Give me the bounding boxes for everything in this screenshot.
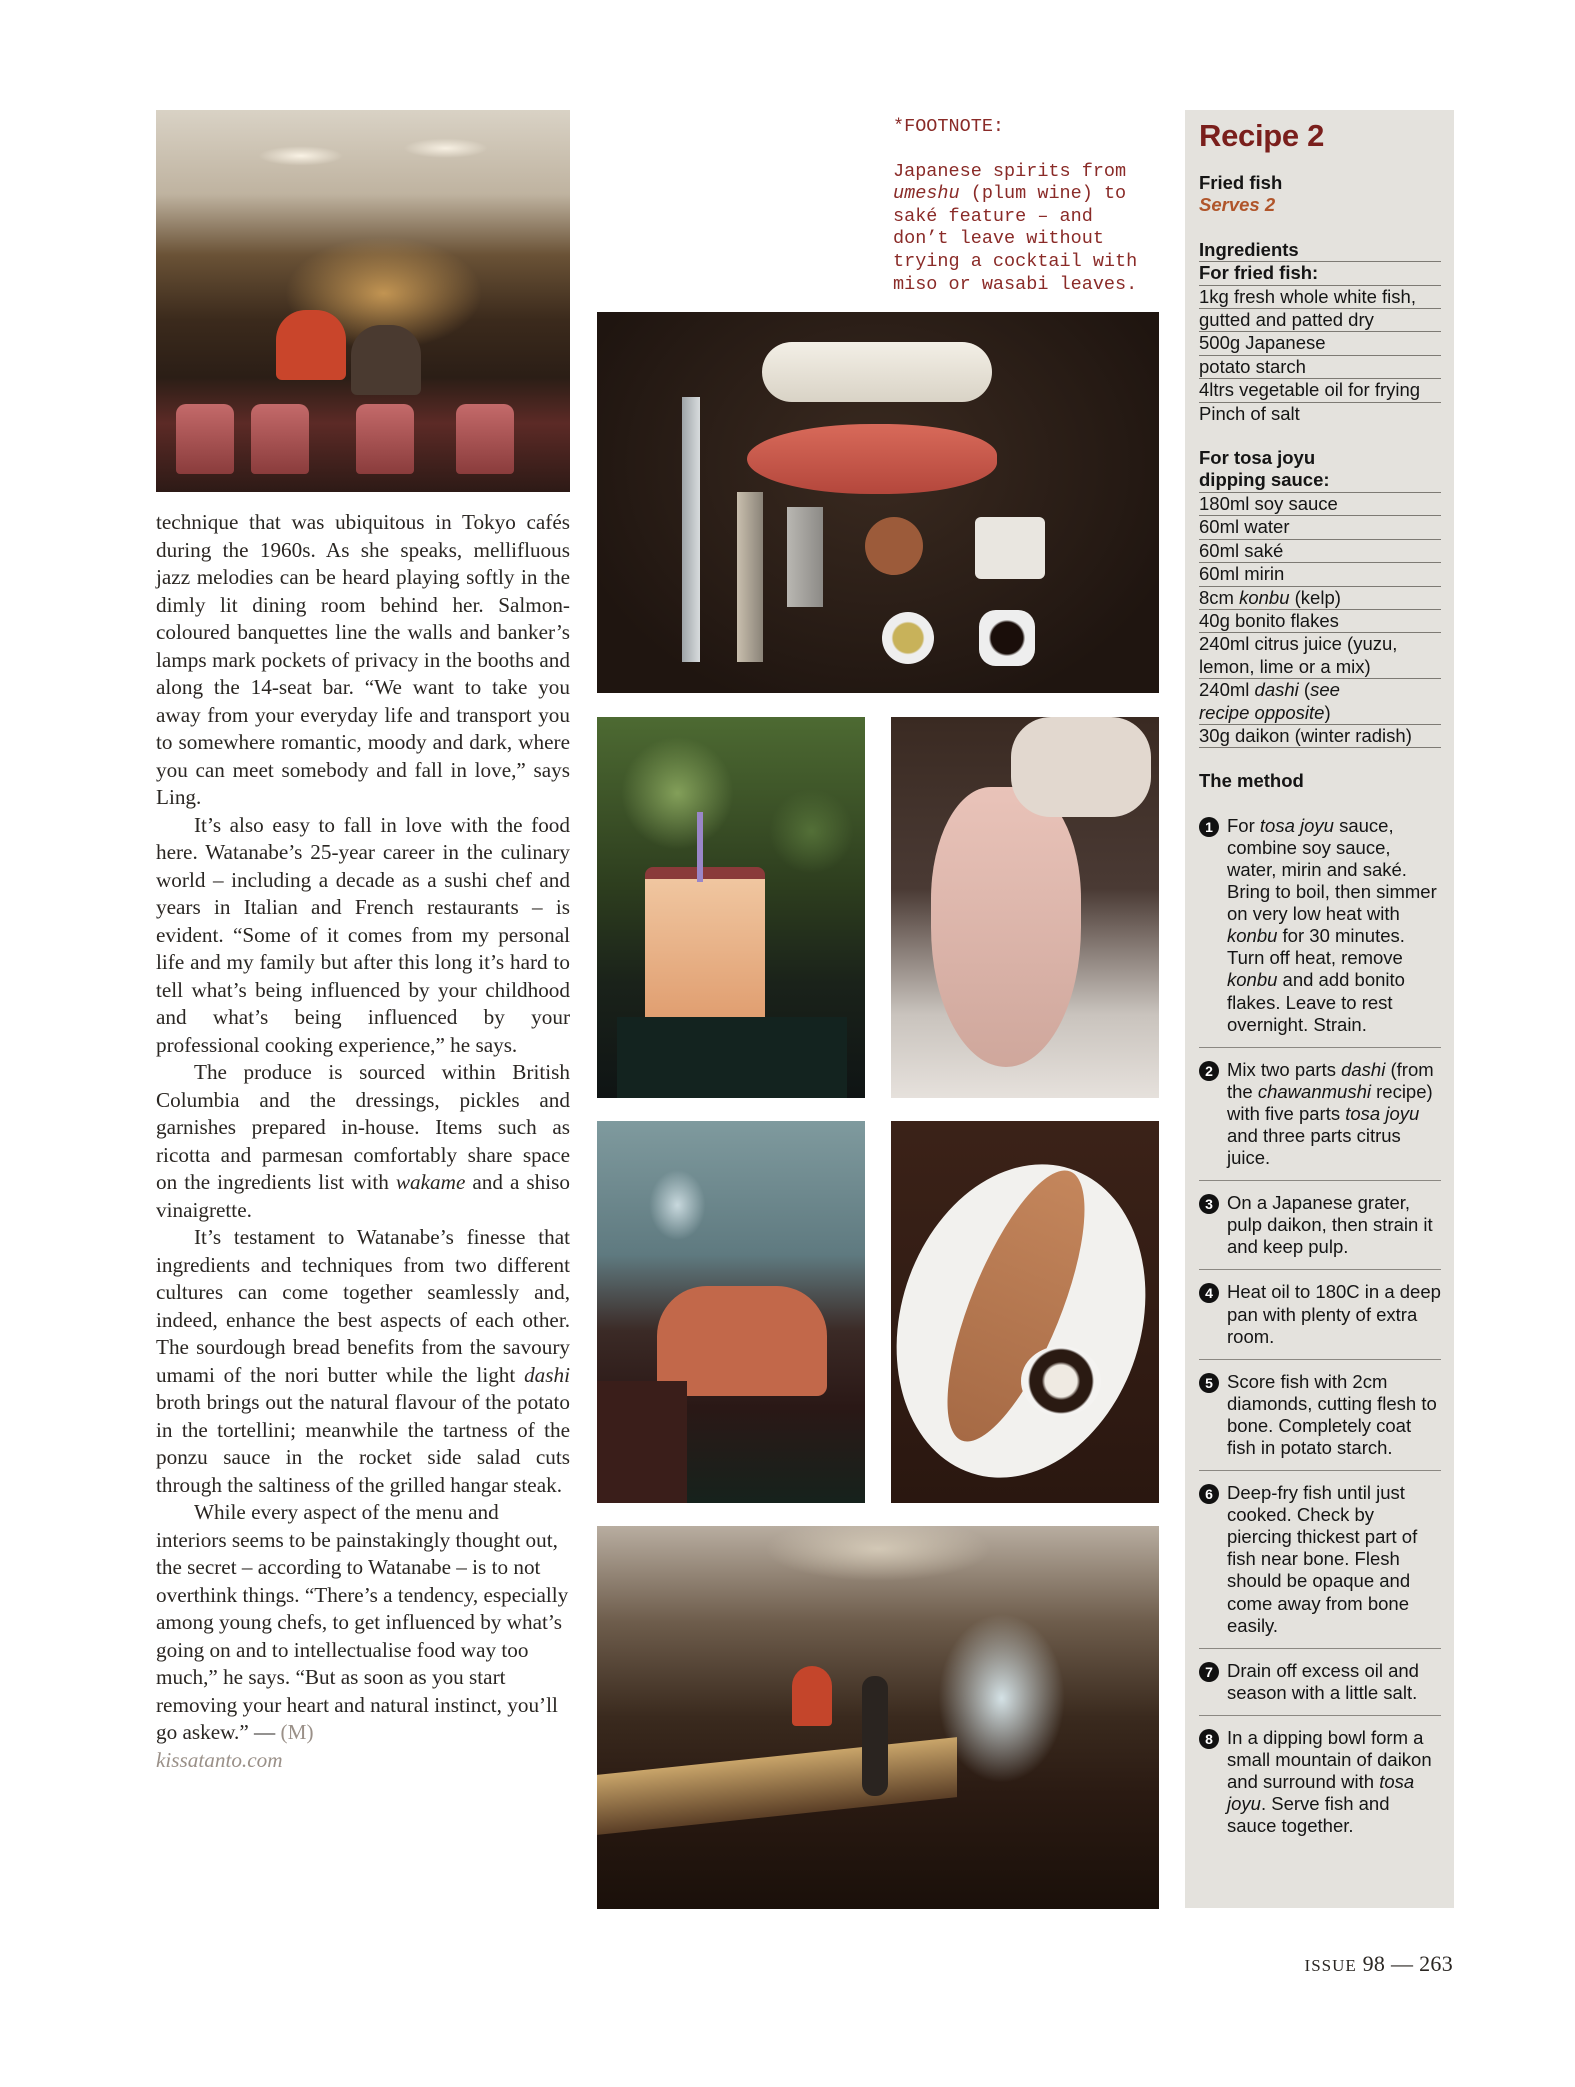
footnote-line: don’t leave without [893, 228, 1104, 250]
method-step [1199, 1371, 1441, 1471]
italic-term: tosa joyu [1259, 814, 1334, 836]
method-step [1199, 1059, 1441, 1181]
text-run: ) [1324, 701, 1331, 723]
sauce-ingredients-heading: dipping sauce: [1199, 469, 1441, 492]
photo-bar-counter [156, 110, 570, 492]
italic-term: chawanmushi [1257, 1080, 1371, 1102]
italic-term: konbu [1227, 925, 1278, 947]
step-number-badge: 7 [1199, 1662, 1219, 1682]
ingredient-line: 60ml mirin [1199, 563, 1441, 586]
text-run: While every aspect of the menu and interiors seems to be painstakingly thought out, the secret – according to Watanabe – is to not overthink things. “There’s a tendency, especially among young chefs, to get influenced by what’s going on and to intellectualise food way too much,” he says. “But as soon as you start removing your heart and natural instinct, you’ll go askew.” — [156, 1500, 569, 1744]
text-run: and add bonito flakes. Leave to rest overnight. Strain. [1227, 969, 1405, 1035]
method-heading: The method [1199, 770, 1304, 792]
method-step [1199, 1192, 1441, 1270]
step-number-badge: 3 [1199, 1194, 1219, 1214]
text-run: Mix two parts [1227, 1058, 1342, 1080]
kelp-bowl [975, 517, 1045, 579]
italic-term: dashi [524, 1362, 570, 1387]
author-credit: (M) [275, 1720, 314, 1744]
footnote-line: Japanese spirits from [893, 160, 1127, 182]
step-number-badge: 4 [1199, 1283, 1219, 1303]
ingredients-heading: Ingredients [1199, 239, 1441, 262]
text-run: On a Japanese grater, pulp daikon, then strain it and keep pulp. [1227, 1192, 1433, 1258]
text-run: 240ml [1199, 679, 1255, 701]
text-run: The produce is sourced within British Columbia and the dressings, pickles and garnishes prepared in-house. Items such as ricotta and parmesan comfortably share space on the ingredients list with [156, 1060, 570, 1194]
bar-patron-figure [276, 310, 346, 380]
ingredient-line: 500g Japanese [1199, 332, 1441, 355]
ingredient-line: 180ml soy sauce [1199, 493, 1441, 516]
text-run: Score fish with 2cm diamonds, cutting flesh to bone. Completely coat fish in potato starch. [1227, 1370, 1437, 1458]
bar-stool [176, 404, 234, 474]
text-run: sauce, combine soy sauce, water, mirin and saké. Bring to boil, then simmer on very low heat with [1227, 814, 1437, 925]
text-run: Deep-fry fish until just cooked. Check by piercing thickest part of fish near bone. Flesh should be opaque and come away from bone easily. [1227, 1482, 1418, 1636]
grater [737, 492, 763, 662]
patron-figure [862, 1676, 888, 1796]
text-run: broth brings out the natural flavour of the potato in the tortellini; meanwhile the tartness of the ponzu sauce in the rocket side salad cuts through the saltiness of the grilled hangar steak. [156, 1390, 570, 1497]
italic-term: konbu [1227, 969, 1278, 991]
page-folio [1305, 1951, 1453, 1977]
photo-restaurant-interior [597, 1526, 1159, 1909]
italic-term: see [1310, 679, 1340, 701]
italic-term: tosa joyu [1345, 1102, 1420, 1124]
ingredient-line [1199, 679, 1441, 701]
bartender-figure [792, 1666, 832, 1726]
issue-number: 98 [1362, 1951, 1386, 1976]
article-paragraph: technique that was ubiquitous in Tokyo cafés during the 1960s. As she speaks, mellifluous jazz melodies can be heard playing softly in the dimly lit dining room behind her. Salmon-coloured banquettes line the walls and banker’s lamps mark pockets of privacy in the booths and along the 14-seat bar. “We want to take you away from your everyday life and transport you to somewhere romantic, moody and dark, where you can meet somebody and fall in love,” says Ling. [156, 510, 570, 809]
page-number: 263 [1419, 1951, 1453, 1976]
booth-wall [597, 1381, 687, 1503]
italic-term: recipe opposite [1199, 701, 1325, 723]
ingredient-line: 30g daikon (winter radish) [1199, 725, 1441, 748]
method-step [1199, 1281, 1441, 1359]
bar-stool [456, 404, 514, 474]
ingredient-line [1199, 702, 1441, 725]
article-paragraph: It’s also easy to fall in love with the food here. Watanabe’s 25-year career in the culinary world – including a decade as a sushi chef and years in Italian and French restaurants – is evident. “Some of it comes from my personal life and my family but after this long it’s hard to tell what’s being influenced by your childhood and what’s being influenced by your professional cooking experience,” he says. [156, 812, 570, 1057]
footnote-heading: *FOOTNOTE: [893, 116, 1005, 137]
text-run: (kelp) [1289, 586, 1341, 608]
article-paragraph [156, 1224, 570, 1499]
step-number-badge: 6 [1199, 1484, 1219, 1504]
issue-label: ISSUE [1304, 1956, 1357, 1975]
step-number-badge: 2 [1199, 1061, 1219, 1081]
text-run: ( [1298, 679, 1311, 701]
ingredient-line: 40g bonito flakes [1199, 610, 1441, 633]
folio-separator: — [1385, 1951, 1420, 1976]
footnote-line: miso or wasabi leaves. [893, 273, 1138, 295]
italic-term: dashi [1254, 679, 1299, 701]
method-steps [1199, 815, 1441, 1849]
step-number-badge: 5 [1199, 1373, 1219, 1393]
ingredient-line: 4ltrs vegetable oil for frying [1199, 379, 1441, 402]
bar-patron-figure [351, 325, 421, 395]
text-run: Heat oil to 180C in a deep pan with plenty of extra room. [1227, 1281, 1441, 1347]
hand [1011, 717, 1151, 817]
serves-label: Serves 2 [1199, 194, 1276, 216]
whole-fish [747, 424, 997, 494]
italic-term: dashi [1341, 1058, 1386, 1080]
photo-cocktail [597, 717, 865, 1098]
ingredient-line: Pinch of salt [1199, 402, 1300, 424]
photo-fish-coating [891, 717, 1159, 1098]
italic-term: wakame [395, 1170, 466, 1194]
dipping-bowl [1021, 1346, 1101, 1416]
footnote-body [893, 161, 1168, 297]
method-step [1199, 1660, 1441, 1716]
recipe-sidebar [1185, 110, 1454, 1908]
ingredient-line: lemon, lime or a mix) [1199, 656, 1441, 679]
knife [682, 397, 700, 662]
photo-dining-booth [597, 1121, 865, 1503]
banquette [657, 1286, 827, 1396]
starch-coated-fish [931, 787, 1081, 1067]
photo-fried-fish-plate [891, 1121, 1159, 1503]
italic-term: tosa joyu [1227, 1771, 1415, 1815]
website-link[interactable]: kissatanto.com [156, 1747, 283, 1772]
method-step [1199, 1727, 1441, 1848]
bar-stool [251, 404, 309, 474]
ingredient-line [1199, 587, 1441, 610]
ingredient-line: 1kg fresh whole white fish, [1199, 286, 1441, 309]
article-paragraph [156, 1059, 570, 1224]
text-run: for 30 minutes. Turn off heat, remove [1227, 925, 1405, 969]
method-step [1199, 815, 1441, 1048]
text-run: It’s testament to Watanabe’s finesse that ingredients and techniques from two different cultures can come together seamlessly and, indeed, enhance the best aspects of each other. The sourdough bread benefits from the savoury umami of the nori butter while the light [156, 1225, 570, 1387]
bonito-flakes-bowl [865, 517, 923, 575]
method-step [1199, 1482, 1441, 1649]
photo-ingredients-flatlay [597, 312, 1159, 693]
grater [787, 507, 823, 607]
footnote-line: (plum wine) to [959, 183, 1127, 205]
soy-sauce-bowl [979, 610, 1035, 666]
article-body [156, 509, 570, 1774]
ingredient-line: gutted and patted dry [1199, 309, 1441, 332]
fish-ingredients-heading: For fried fish: [1199, 262, 1441, 285]
ingredient-line: potato starch [1199, 356, 1441, 379]
footnote [893, 116, 1168, 296]
text-run: and three parts citrus juice. [1227, 1124, 1401, 1169]
italic-term: konbu [1239, 586, 1290, 608]
footnote-line: trying a cocktail with [893, 250, 1138, 272]
recipe-title: Recipe 2 [1199, 118, 1325, 153]
daikon-radish [762, 342, 992, 402]
text-run: . Serve fish and sauce together. [1227, 1793, 1390, 1837]
text-run: For [1227, 814, 1260, 836]
text-run: 8cm [1199, 586, 1240, 608]
dish-name: Fried fish [1199, 172, 1283, 193]
sauce-ingredients-heading: For tosa joyu [1199, 447, 1316, 469]
ingredient-line: 240ml citrus juice (yuzu, [1199, 633, 1398, 655]
ingredient-line: 60ml saké [1199, 540, 1441, 563]
step-number-badge: 1 [1199, 817, 1219, 837]
text-run: Drain off excess oil and season with a little salt. [1227, 1659, 1419, 1703]
text-run: recipe) with five parts [1227, 1080, 1433, 1124]
text-run: In a dipping bowl form a small mountain of daikon and surround with [1227, 1726, 1432, 1793]
article-paragraph [156, 1499, 570, 1747]
footnote-line: saké feature – and [893, 205, 1093, 227]
bar-counter [597, 1737, 957, 1835]
coaster [617, 1017, 847, 1098]
ingredient-line: 60ml water [1199, 516, 1441, 539]
citrus-juice-bowl [882, 612, 934, 664]
footnote-italic-term: umeshu [893, 183, 960, 205]
text-run: (from the [1227, 1058, 1434, 1102]
step-number-badge: 8 [1199, 1729, 1219, 1749]
text-run: and a shiso vinaigrette. [156, 1170, 570, 1222]
bar-stool [356, 404, 414, 474]
lavender-garnish [697, 812, 703, 882]
